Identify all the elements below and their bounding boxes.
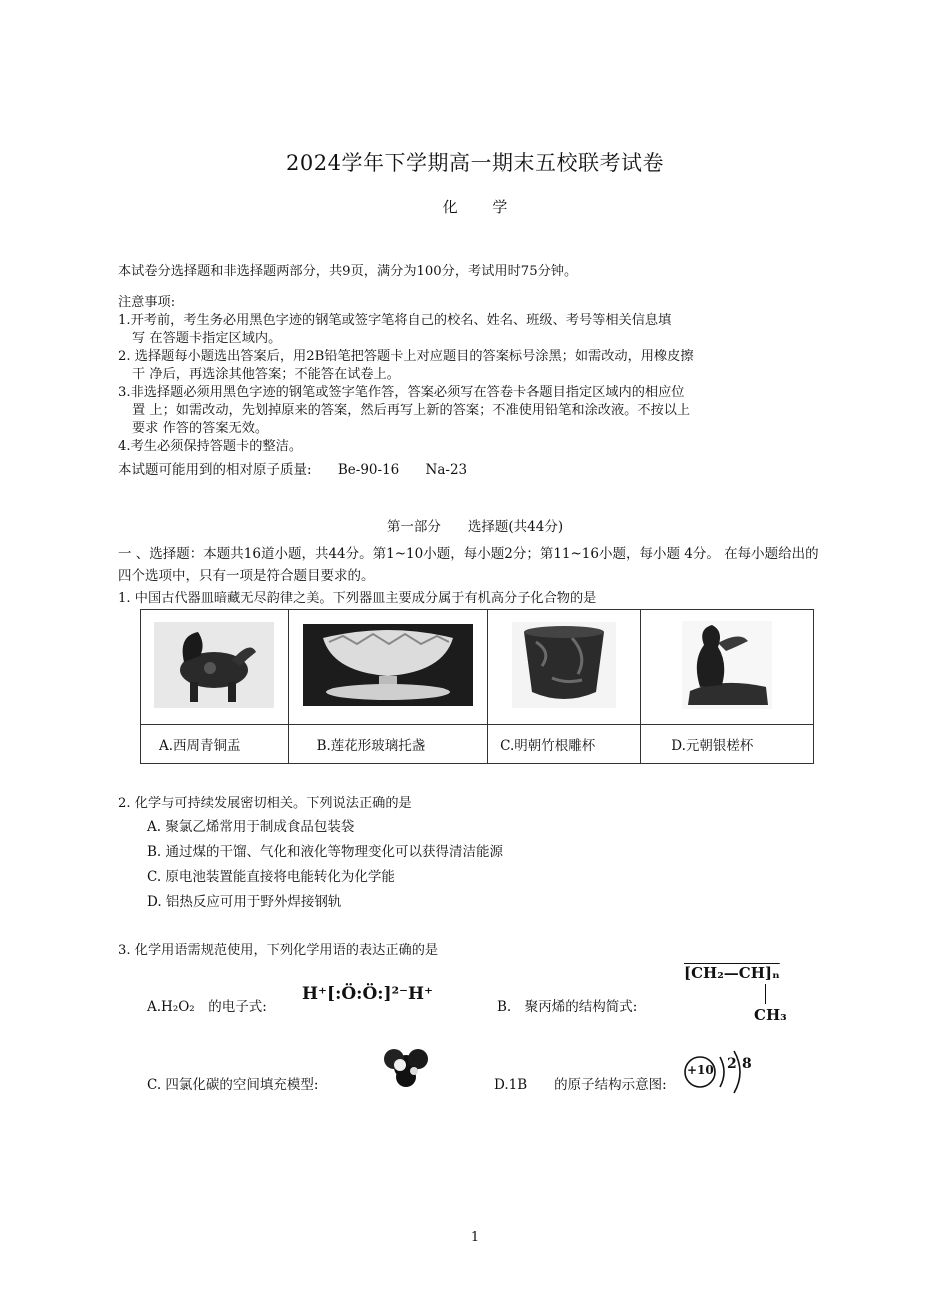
atomic-masses bbox=[118, 458, 489, 478]
polypropylene-chain: [CH₂—CH]ₙ bbox=[684, 964, 780, 982]
section-instructions: 一 、选择题：本题共16道小题，共44分。第1~10小题，每小题2分；第11~16小题，每小题 4分。 在每小题给出的四个选项中，只有一项是符合题目要求的。 bbox=[118, 546, 819, 584]
note-text: 写 在答题卡指定区域内。 bbox=[132, 331, 282, 346]
option-d-text: D.1B 的原子结构示意图: bbox=[494, 1077, 667, 1093]
exam-title: 2024学年下学期高一期末五校联考试卷 bbox=[286, 151, 664, 175]
note-text: 4.考生必须保持答题卡的整洁。 bbox=[118, 439, 303, 454]
page-number: 1 bbox=[470, 1230, 480, 1245]
bamboo-cup-image bbox=[488, 610, 641, 725]
bronze-vessel-image bbox=[141, 610, 289, 725]
option-d-label: D.元朝银槎杯 bbox=[641, 725, 814, 764]
question-1-stem: 1. 中国古代器皿暗藏无尽韵律之美。下列器皿主要成分属于有机高分子化合物的是 bbox=[118, 591, 597, 606]
shell-electrons: 2 bbox=[727, 1056, 737, 1072]
note-item bbox=[118, 438, 818, 456]
silver-cup-image bbox=[641, 610, 814, 725]
question-2-option: C. 原电池装置能直接将电能转化为化学能 bbox=[147, 869, 395, 885]
note-text: 干 净后，再选涂其他答案；不能答在试卷上。 bbox=[132, 367, 400, 382]
subject-heading: 化 学 bbox=[442, 198, 508, 216]
option-c-label: C.明朝竹根雕杯 bbox=[488, 725, 641, 764]
note-text: 2. 选择题每小题选出答案后，用2B铅笔把答题卡上对应题目的答案标号涂黑；如需改动，用橡皮擦 bbox=[118, 349, 694, 364]
exam-intro: 本试卷分选择题和非选择题两部分，共9页，满分为100分，考试用时75分钟。 bbox=[118, 264, 578, 279]
note-item bbox=[118, 312, 818, 348]
question-2-option: B. 通过煤的干馏、气化和液化等物理变化可以获得清洁能源 bbox=[147, 844, 504, 860]
shell-electrons: 8 bbox=[742, 1056, 752, 1072]
glass-cup-image bbox=[288, 610, 488, 725]
part-one-title: 第一部分 选择题(共44分) bbox=[386, 519, 564, 535]
note-item bbox=[118, 348, 818, 384]
note-text: 要求 作答的答案无效。 bbox=[132, 421, 269, 436]
question-1-options-table bbox=[140, 609, 814, 764]
mass-value: Na-23 bbox=[425, 462, 468, 478]
option-a-label: A.西周青铜盂 bbox=[141, 725, 289, 764]
question-2-option: D. 铝热反应可用于野外焊接钢轨 bbox=[147, 894, 342, 910]
option-c-text: C. 四氯化碳的空间填充模型: bbox=[147, 1077, 319, 1093]
question-2-stem: 2. 化学与可持续发展密切相关。下列说法正确的是 bbox=[118, 796, 412, 811]
note-item bbox=[118, 384, 818, 438]
question-2-option: A. 聚氯乙烯常用于制成食品包装袋 bbox=[147, 819, 355, 835]
note-text: 3.非选择题必须用黑色字迹的钢笔或签字笔作答，答案必须写在答卷卡各题目指定区域内的相应位 bbox=[118, 385, 685, 400]
option-a-text: A.H₂O₂ 的电子式: bbox=[147, 999, 267, 1015]
h2o2-electron-formula: H⁺[:Ö:Ö:]²⁻H⁺ bbox=[302, 984, 434, 1004]
ccl4-space-filling-model bbox=[380, 1043, 432, 1093]
methyl-branch: CH₃ bbox=[754, 1006, 787, 1024]
option-b-label: B.莲花形玻璃托盏 bbox=[288, 725, 488, 764]
notes-heading: 注意事项: bbox=[118, 295, 176, 310]
option-b-text: B. 聚丙烯的结构简式: bbox=[497, 999, 638, 1015]
note-text: 置 上；如需改动，先划掉原来的答案，然后再写上新的答案；不准使用铅笔和涂改液。不按以上 bbox=[132, 403, 691, 418]
note-text: 1.开考前，考生务必用黑色字迹的钢笔或签字笔将自己的校名、姓名、班级、考号等相关信息填 bbox=[118, 313, 672, 328]
nucleus-charge: +10 bbox=[687, 1063, 714, 1077]
question-3-stem: 3. 化学用语需规范使用，下列化学用语的表达正确的是 bbox=[118, 943, 439, 958]
masses-label: 本试题可能用到的相对原子质量: bbox=[118, 462, 312, 478]
branch-bond bbox=[765, 984, 766, 1004]
mass-value: Be-90-16 bbox=[337, 462, 400, 478]
